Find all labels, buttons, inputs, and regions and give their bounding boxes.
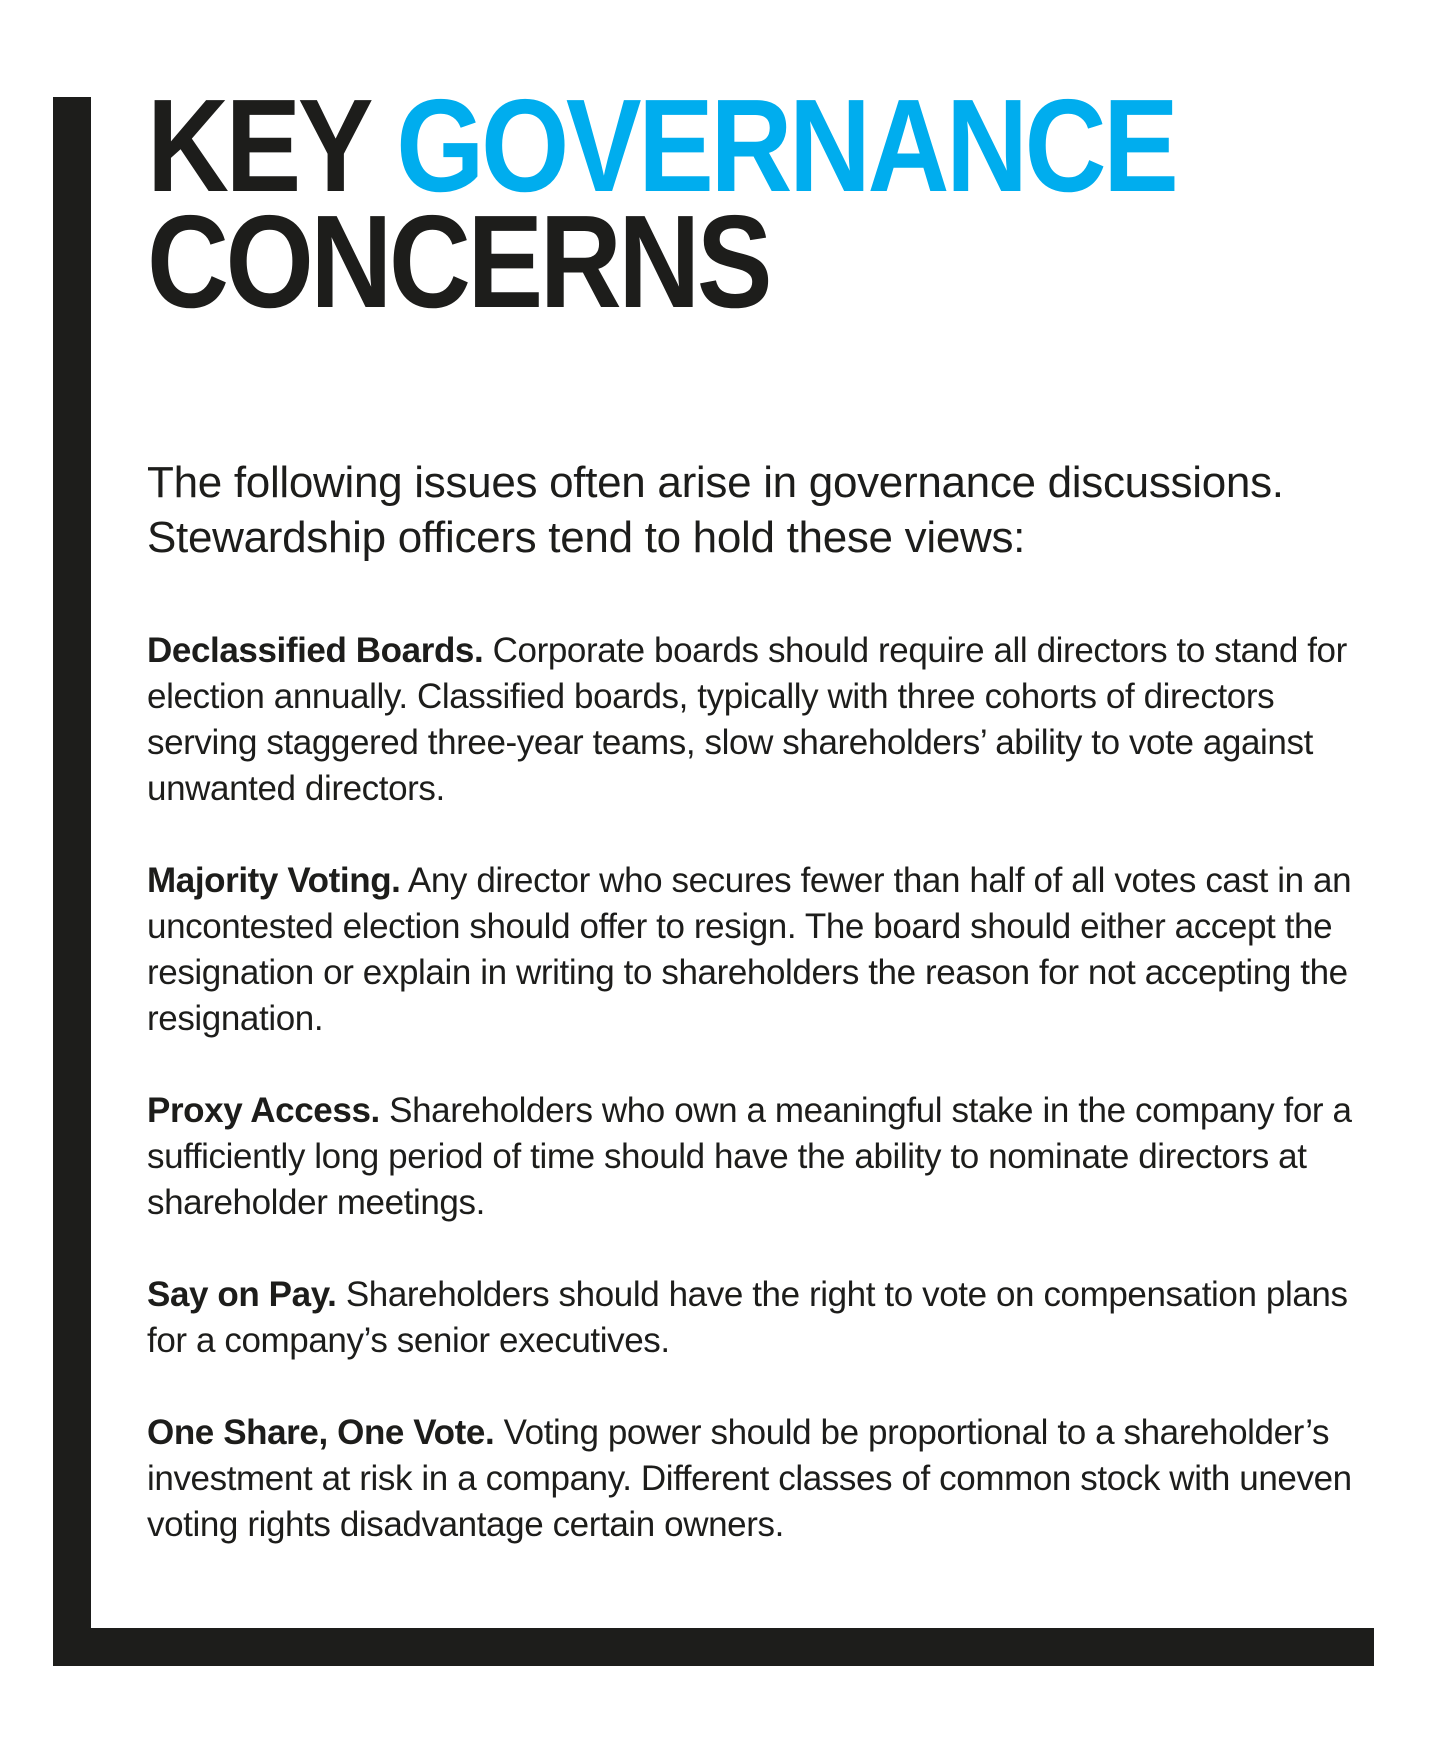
concern-text: Shareholders should have the right to vote on compensation plans for a company’s senior executives. <box>147 1275 1348 1360</box>
title-word-governance: GOVERNANCE <box>396 72 1176 219</box>
title-word-key: KEY <box>147 72 369 219</box>
title-line-2 <box>147 188 1213 335</box>
concern-text: Any director who secures fewer than half of all votes cast in an uncontested election should offer to resign. The board should either accept the resignation or explain in writing to shareholders the reason for not accepting the resignation. <box>147 861 1352 1038</box>
concern-text: Voting power should be proportional to a shareholder’s investment at risk in a company. Different classes of common stock with uneven voting rights disadvantage certain owners. <box>147 1413 1352 1544</box>
intro-paragraph: The following issues often arise in governance discussions. Stewardship officers tend to hold these views: <box>147 458 1284 562</box>
concern-term: Declassified Boards. <box>147 631 484 670</box>
concern-declassified-boards <box>147 628 1387 812</box>
frame-left-bar <box>53 97 91 1666</box>
concern-text: Shareholders who own a meaningful stake in the company for a sufficiently long period of time should have the ability to nominate directors at shareholder meetings. <box>147 1091 1352 1222</box>
concern-term: Say on Pay. <box>147 1275 337 1314</box>
concern-term: Majority Voting. <box>147 861 401 900</box>
concern-term: Proxy Access. <box>147 1091 380 1130</box>
concern-majority-voting <box>147 858 1387 1042</box>
concern-say-on-pay <box>147 1272 1387 1364</box>
page-title <box>147 72 1213 335</box>
title-word-concerns: CONCERNS <box>147 188 770 335</box>
concern-term: One Share, One Vote. <box>147 1413 495 1452</box>
frame-bottom-bar <box>53 1628 1374 1666</box>
concern-text: Corporate boards should require all directors to stand for election annually. Classified boards, typically with three cohorts of directors serving staggered three-year teams, slow shareholders’ ability to vote against unwanted directors. <box>147 631 1347 808</box>
concern-one-share-one-vote <box>147 1410 1387 1548</box>
article <box>147 72 1387 1548</box>
concern-proxy-access <box>147 1088 1387 1226</box>
title-line-1 <box>147 72 1213 219</box>
